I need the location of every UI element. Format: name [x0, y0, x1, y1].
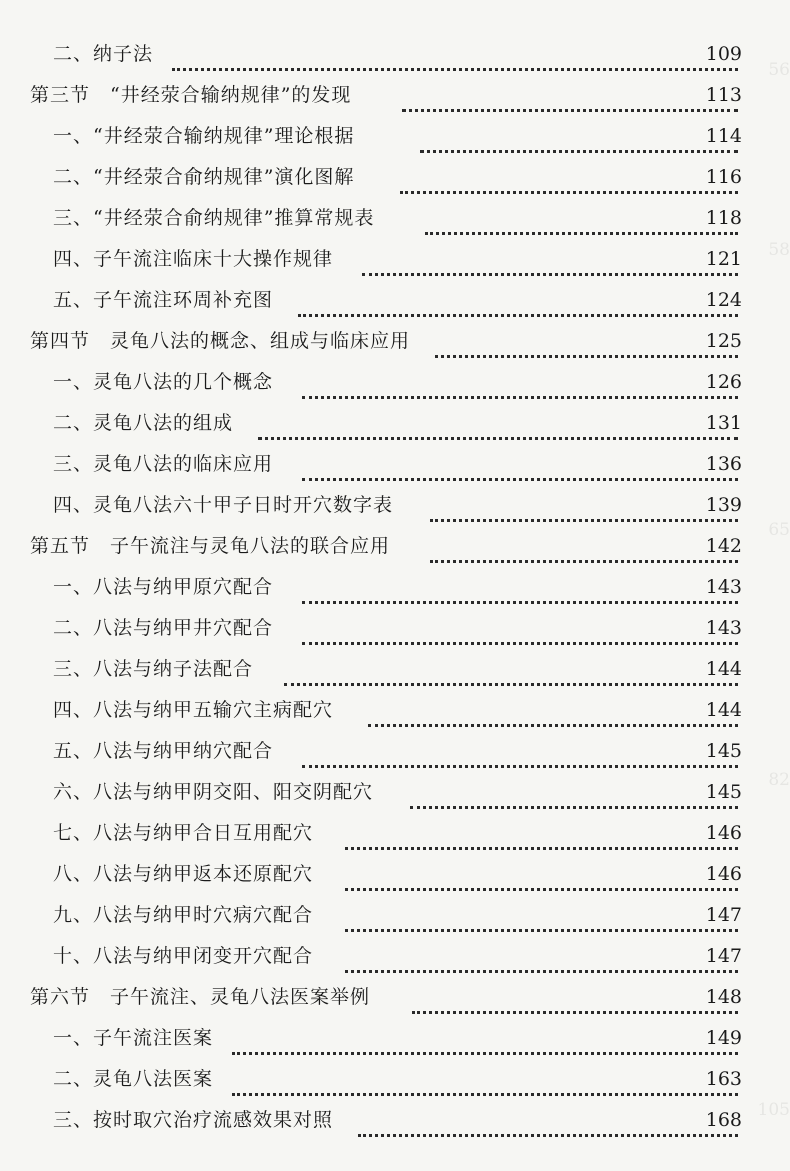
- toc-entry[interactable]: [0, 936, 790, 977]
- toc-page-number: 139: [692, 491, 742, 519]
- toc-entry-title: 二、灵龟八法医案: [53, 1068, 214, 1090]
- dot-leader: [345, 909, 738, 932]
- toc-page-number: 146: [692, 819, 742, 847]
- toc-page-number: 143: [692, 614, 742, 642]
- toc-page-number: 143: [692, 573, 742, 601]
- toc-section-heading[interactable]: [0, 75, 790, 116]
- dot-leader: [358, 1114, 738, 1137]
- toc-section-heading[interactable]: [0, 321, 790, 362]
- toc-entry-title: 一、八法与纳甲原穴配合: [53, 576, 274, 598]
- toc-entry[interactable]: [0, 116, 790, 157]
- toc-entry-title: 第五节 子午流注与灵龟八法的联合应用: [30, 535, 391, 557]
- dot-leader: [412, 991, 738, 1014]
- dot-leader: [410, 786, 738, 809]
- toc-entry-title: 十、八法与纳甲闭变开穴配合: [53, 945, 314, 967]
- toc-entry-title: 三、按时取穴治疗流感效果对照: [53, 1109, 334, 1131]
- toc-entry-title: 第四节 灵龟八法的概念、组成与临床应用: [30, 330, 411, 352]
- toc-page-number: 121: [692, 245, 742, 273]
- toc-entry-title: 一、灵龟八法的几个概念: [53, 371, 274, 393]
- reverse-page-bleed: 56: [768, 60, 790, 80]
- toc-page-number: 124: [692, 286, 742, 314]
- toc-entry-title: 三、八法与纳子法配合: [53, 658, 254, 680]
- table-of-contents: [0, 34, 790, 1141]
- toc-entry[interactable]: [0, 567, 790, 608]
- toc-entry[interactable]: [0, 280, 790, 321]
- toc-page-number: 116: [692, 163, 742, 191]
- toc-entry[interactable]: [0, 403, 790, 444]
- toc-page-number: 145: [692, 778, 742, 806]
- dot-leader: [302, 458, 738, 481]
- reverse-page-bleed: 65: [768, 520, 790, 540]
- dot-leader: [284, 663, 738, 686]
- toc-entry-title: 二、纳子法: [53, 43, 154, 65]
- toc-page-number: 144: [692, 655, 742, 683]
- dot-leader: [302, 581, 738, 604]
- toc-entry[interactable]: [0, 198, 790, 239]
- toc-page-number: 145: [692, 737, 742, 765]
- dot-leader: [362, 253, 738, 276]
- reverse-page-bleed: 105: [757, 1100, 790, 1120]
- toc-page-number: 163: [692, 1065, 742, 1093]
- toc-page-number: 146: [692, 860, 742, 888]
- toc-entry-title: 二、八法与纳甲井穴配合: [53, 617, 274, 639]
- toc-entry-title: 二、灵龟八法的组成: [53, 412, 234, 434]
- toc-entry-title: 九、八法与纳甲时穴病穴配合: [53, 904, 314, 926]
- toc-page-number: 147: [692, 901, 742, 929]
- toc-entry-title: 七、八法与纳甲合日互用配穴: [53, 822, 314, 844]
- dot-leader: [345, 827, 738, 850]
- toc-entry-title: 五、八法与纳甲纳穴配合: [53, 740, 274, 762]
- toc-page-number: 114: [692, 122, 742, 150]
- toc-entry[interactable]: [0, 1100, 790, 1141]
- toc-page-number: 131: [692, 409, 742, 437]
- toc-entry-title: 四、子午流注临床十大操作规律: [53, 248, 334, 270]
- toc-entry[interactable]: [0, 895, 790, 936]
- dot-leader: [232, 1032, 738, 1055]
- dot-leader: [402, 89, 738, 112]
- toc-entry-title: 二、“井经荥合俞纳规律”演化图解: [53, 166, 355, 188]
- toc-entry[interactable]: [0, 608, 790, 649]
- toc-entry[interactable]: [0, 1059, 790, 1100]
- toc-entry-title: 八、八法与纳甲返本还原配穴: [53, 863, 314, 885]
- dot-leader: [302, 376, 738, 399]
- dot-leader: [420, 130, 738, 153]
- toc-entry[interactable]: [0, 362, 790, 403]
- dot-leader: [345, 950, 738, 973]
- dot-leader: [368, 704, 738, 727]
- toc-entry-title: 一、子午流注医案: [53, 1027, 214, 1049]
- toc-page-number: 148: [692, 983, 742, 1011]
- toc-entry[interactable]: [0, 34, 790, 75]
- toc-entry-title: 五、子午流注环周补充图: [53, 289, 274, 311]
- toc-section-heading[interactable]: [0, 977, 790, 1018]
- toc-entry-title: 四、灵龟八法六十甲子日时开穴数字表: [53, 494, 394, 516]
- toc-entry[interactable]: [0, 690, 790, 731]
- toc-entry-title: 六、八法与纳甲阴交阳、阳交阴配穴: [53, 781, 374, 803]
- toc-entry-title: 三、“井经荥合俞纳规律”推算常规表: [53, 207, 375, 229]
- toc-entry[interactable]: [0, 649, 790, 690]
- dot-leader: [400, 171, 738, 194]
- toc-page-number: 125: [692, 327, 742, 355]
- toc-entry[interactable]: [0, 731, 790, 772]
- toc-entry-title: 三、灵龟八法的临床应用: [53, 453, 274, 475]
- toc-entry-title: 一、“井经荥合输纳规律”理论根据: [53, 125, 355, 147]
- toc-page-number: 113: [692, 81, 742, 109]
- toc-entry[interactable]: [0, 157, 790, 198]
- toc-page-number: 126: [692, 368, 742, 396]
- reverse-page-bleed: 58: [768, 240, 790, 260]
- toc-entry-title: 四、八法与纳甲五输穴主病配穴: [53, 699, 334, 721]
- toc-page-number: 144: [692, 696, 742, 724]
- reverse-page-bleed: 82: [768, 770, 790, 790]
- toc-entry[interactable]: [0, 1018, 790, 1059]
- toc-entry[interactable]: [0, 485, 790, 526]
- toc-entry-title: 第三节 “井经荥合输纳规律”的发现: [30, 84, 352, 106]
- toc-entry[interactable]: [0, 239, 790, 280]
- toc-page-number: 168: [692, 1106, 742, 1134]
- toc-section-heading[interactable]: [0, 526, 790, 567]
- dot-leader: [172, 48, 738, 71]
- dot-leader: [232, 1073, 738, 1096]
- toc-entry[interactable]: [0, 444, 790, 485]
- toc-page-number: 136: [692, 450, 742, 478]
- toc-page-number: 149: [692, 1024, 742, 1052]
- toc-entry-title: 第六节 子午流注、灵龟八法医案举例: [30, 986, 371, 1008]
- dot-leader: [258, 417, 738, 440]
- toc-entry[interactable]: [0, 772, 790, 813]
- toc-entry[interactable]: [0, 854, 790, 895]
- toc-page-number: 118: [692, 204, 742, 232]
- dot-leader: [345, 868, 738, 891]
- toc-page-number: 147: [692, 942, 742, 970]
- toc-entry[interactable]: [0, 813, 790, 854]
- dot-leader: [302, 622, 738, 645]
- dot-leader: [298, 294, 738, 317]
- toc-page-number: 142: [692, 532, 742, 560]
- dot-leader: [302, 745, 738, 768]
- toc-page-number: 109: [692, 40, 742, 68]
